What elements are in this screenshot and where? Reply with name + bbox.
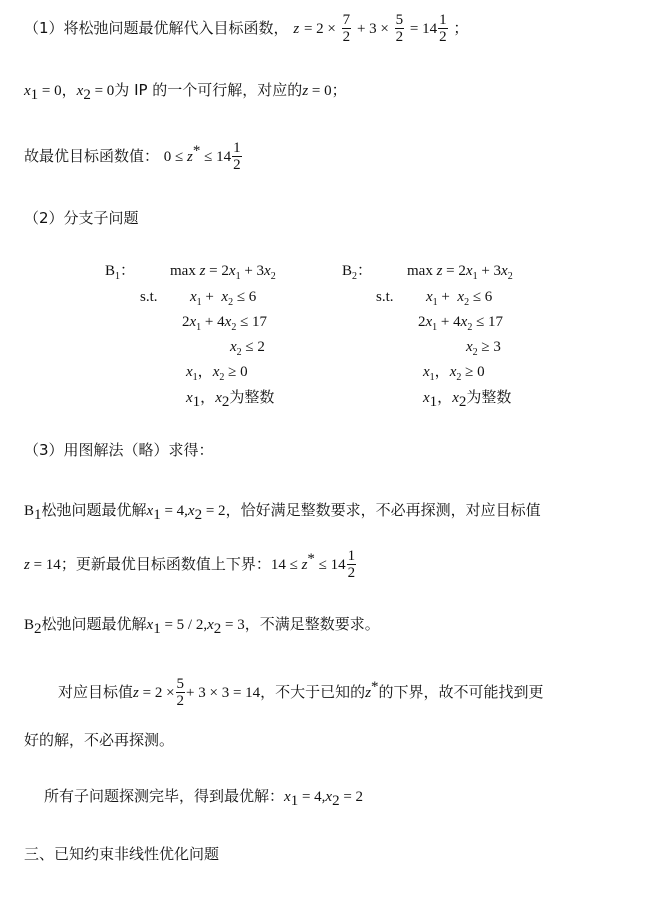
feasible-line	[24, 80, 347, 101]
bound-label: 故最优目标函数值：	[24, 147, 160, 165]
b2-constraint-3: $x_2 \ge 3$	[466, 339, 501, 358]
step1-line	[24, 12, 468, 45]
superscript-star: *	[192, 143, 201, 159]
superscript-star: *	[371, 679, 379, 695]
expr-part: = 4,	[160, 503, 188, 519]
continuation-text: 好的解，不必再探测。	[24, 731, 175, 749]
expr-part: = 5 / 2,	[160, 617, 208, 633]
expr-part: = 2	[202, 503, 226, 519]
expr-part: ≤ 14	[314, 557, 346, 573]
subscript: 2	[34, 621, 42, 637]
b2-st: s.t.	[376, 289, 394, 305]
b2-text: 松弛问题最优解	[41, 615, 147, 633]
superscript-star: *	[307, 551, 315, 567]
b1-constraint-4: $x_1$，$x_2 \ge 0$	[186, 364, 248, 383]
b2-constraint-2: $2x_1 + 4x_2 \le 17$	[418, 314, 504, 333]
fraction-1-2: $\frac{1}{2}$	[439, 12, 447, 45]
subscript: 1	[30, 87, 39, 103]
b2-constraint-5: $x_1$，$x_2$为整数	[423, 388, 512, 410]
b1-constraint-2: $2x_1 + 4x_2 \le 17$	[182, 314, 268, 333]
expr-part: + 3 × 3 = 14	[186, 685, 261, 701]
expr-part: = 2 ×	[303, 21, 336, 37]
b1-constraint-3: $x_2 \le 2$	[230, 339, 265, 358]
punct: ；	[331, 81, 347, 99]
var-z: z	[24, 557, 30, 573]
b2-constraint-4: $x_1$，$x_2 \ge 0$	[423, 364, 485, 383]
expr-part: = 2	[339, 789, 364, 805]
expr-part: ≤ 14	[200, 149, 232, 165]
section3-heading	[24, 440, 214, 460]
fraction-7-2: $\frac{7}{2}$	[342, 12, 351, 45]
fraction-5-2: $\frac{5}{2}$	[176, 676, 185, 709]
var-z: z	[187, 149, 193, 165]
b1-ref: B	[24, 503, 35, 519]
section2-label: （2）分支子问题	[24, 209, 139, 227]
update-bound-line: z = 14；更新最优目标函数值上下界：14 ≤ z* ≤ 14 $\frac{1}{2}$	[24, 548, 356, 581]
b2-result-line: $B_2$松弛问题最优解$x_1 = 5 / 2,x_2 = 3$，不满足整数要求。	[24, 615, 380, 637]
fraction-5-2: $\frac{5}{2}$	[395, 12, 404, 45]
objective-text-3: 的下界，故不可能找到更	[378, 683, 544, 701]
expr-part: + 3 ×	[356, 21, 389, 37]
subscript: 1	[34, 507, 42, 523]
var-z: z	[302, 83, 309, 99]
expr-part: 0 ≤	[163, 149, 188, 165]
bound-line	[24, 140, 243, 173]
final-solution-line: 所有子问题探测完毕，得到最优解：$x_1 = 4,x_2 = 2$	[44, 787, 364, 809]
var-x2: x	[76, 83, 84, 99]
expr-part: = 0	[308, 83, 332, 99]
expr-part: = 2 ×	[138, 685, 175, 701]
b1-constraint-1: $x_1 + x_2 \le 6$	[190, 289, 257, 308]
punct: ，	[61, 81, 77, 99]
b2-text-2: ，不满足整数要求。	[244, 615, 380, 633]
subscript: 2	[83, 87, 91, 103]
b1-st: s.t.	[140, 289, 158, 305]
b2-ref: B	[24, 617, 35, 633]
b2-objective: $\max z = 2x_1 + 3x_2$	[407, 263, 513, 282]
b1-objective: $\max z = 2x_1 + 3x_2$	[170, 263, 276, 282]
update-text: ；更新最优目标函数值上下界：	[60, 555, 271, 573]
fraction-1-2: $\frac{1}{2}$	[347, 548, 356, 581]
continuation-line	[24, 730, 174, 750]
chapter-heading-text: 三、已知约束非线性优化问题	[24, 845, 220, 863]
b2-objective-line: 对应目标值z = 2 × $\frac{5}{2}$ + 3 × 3 = 14，不大于已知的z*的下界，故不可能找到更	[58, 676, 544, 709]
b2-constraint-1: $x_1 + x_2 \le 6$	[426, 289, 493, 308]
section2-heading	[24, 208, 139, 228]
fraction-1-2: $\frac{1}{2}$	[233, 140, 241, 173]
section3-label: （3）用图解法（略）求得：	[24, 441, 214, 459]
expr-part: = 0	[90, 83, 115, 99]
expr-part: = 3	[221, 617, 245, 633]
b1-name: $B_1$：	[105, 263, 136, 282]
objective-text-2: ，不大于已知的	[260, 683, 366, 701]
b1-text-2: ，恰好满足整数要求，不必再探测，对应目标值	[225, 501, 541, 519]
b1-constraint-5: $x_1$，$x_2$为整数	[186, 388, 275, 410]
b1-result-line: $B_1$松弛问题最优解$x_1 = 4,x_2 = 2$，恰好满足整数要求，不必再探测，对应目标值	[24, 501, 541, 523]
chapter-heading	[24, 844, 219, 864]
b2-name: $B_2$：	[342, 263, 373, 282]
objective-text: 对应目标值	[58, 683, 134, 701]
expr-part: = 14	[409, 21, 438, 37]
feasible-text: 为 IP 的一个可行解，对应的	[114, 81, 303, 99]
final-text: 所有子问题探测完毕，得到最优解：	[44, 787, 285, 805]
var-x1: x	[24, 83, 31, 99]
expr-part: = 14	[29, 557, 61, 573]
expr-part: 14 ≤	[270, 557, 302, 573]
var-z: z	[293, 21, 300, 37]
step1-label: （1）将松弛问题最优解代入目标函数，	[24, 19, 289, 37]
expr-part: = 0	[38, 83, 62, 99]
b1-text: 松弛问题最优解	[41, 501, 147, 519]
punct: ；	[453, 19, 469, 37]
expr-part: = 4,	[298, 789, 326, 805]
